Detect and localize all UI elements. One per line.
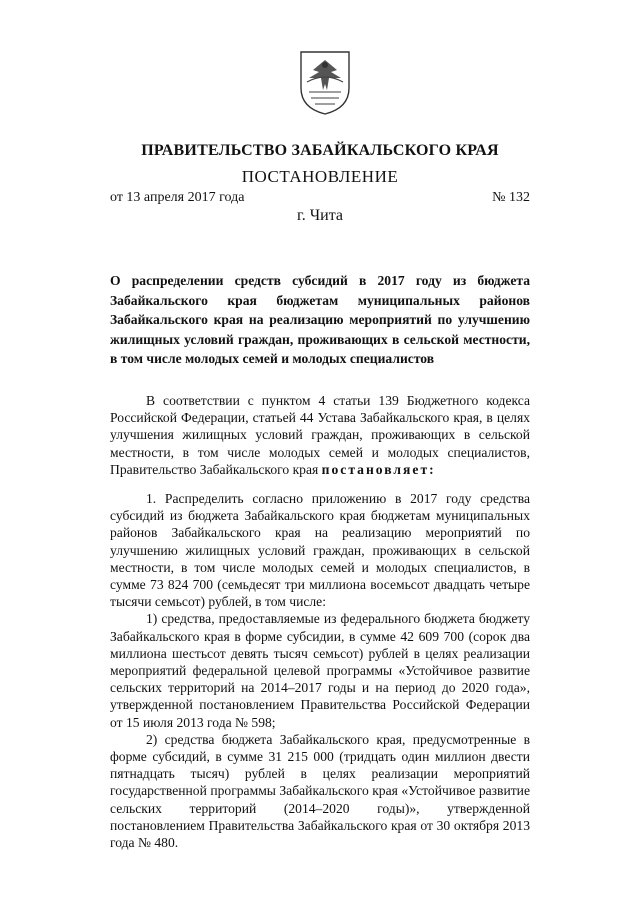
coat-of-arms-icon [297,48,353,116]
preamble-text: В соответствии с пунктом 4 статьи 139 Бюджетного кодекса Российской Федерации, статьей 44 Устава Забайкальского края, в целях улучшения жилищных условий граждан, проживающих в сельской местности, в том числе молодых семей и молодых специалистов, Правительство Забайкальского края [110,393,530,477]
document-number: № 132 [492,190,530,205]
document-type: ПОСТАНОВЛЕНИЕ [241,167,399,186]
decree-word: постановляет: [321,461,436,477]
document-body [110,392,530,851]
document-subject: О распределении средств субсидий в 2017 году из бюджета Забайкальского края бюджетам муниципальных районов Забайкальского края на реализацию мероприятий по улучшению жилищных условий граждан, проживающих в сельской местности, в том числе молодых семей и молодых специалистов [110,273,530,366]
paragraph-1: 1. Распределить согласно приложению в 2017 году средства субсидий из бюджета Забайкальского края бюджетам муниципальных районов Забайкальского края на реализацию мероприятий по улучшению жилищных условий граждан, проживающих в сельской местности, в том числе молодых семей и молодых специалистов, в сумме 73 824 700 (семьдесят три миллиона восемьсот двадцать четыре тысячи семьсот) рублей, в том числе: [110,491,530,610]
government-title: ПРАВИТЕЛЬСТВО ЗАБАЙКАЛЬСКОГО КРАЯ [141,142,499,159]
paragraph-1-item-2: 2) средства бюджета Забайкальского края, предусмотренные в форме субсидий, в сумме 31 215 000 (тридцать один миллион двести пятнадцать тысяч) рублей в целях реализации мероприятий государственной программы Забайкальского края «Устойчивое развитие сельских территорий (2014–2020 годы)», утвержденной постановлением Правительства Забайкальского края от 30 октября 2013 года № 480. [110,731,530,851]
document-date: от 13 апреля 2017 года [110,190,245,205]
paragraph-1-item-1: 1) средства, предоставляемые из федерального бюджета бюджету Забайкальского края в форме субсидии, в сумме 42 609 700 (сорок два миллиона шестьсот девять тысяч семьсот) рублей в целях реализации мероприятий федеральной целевой программы «Устойчивое развитие сельских территорий на 2014–2017 годы и на период до 2020 года», утвержденной постановлением Правительства Российской Федерации от 15 июля 2013 года № 598; [110,611,530,730]
preamble-paragraph [110,392,530,478]
document-city: г. Чита [296,207,343,224]
